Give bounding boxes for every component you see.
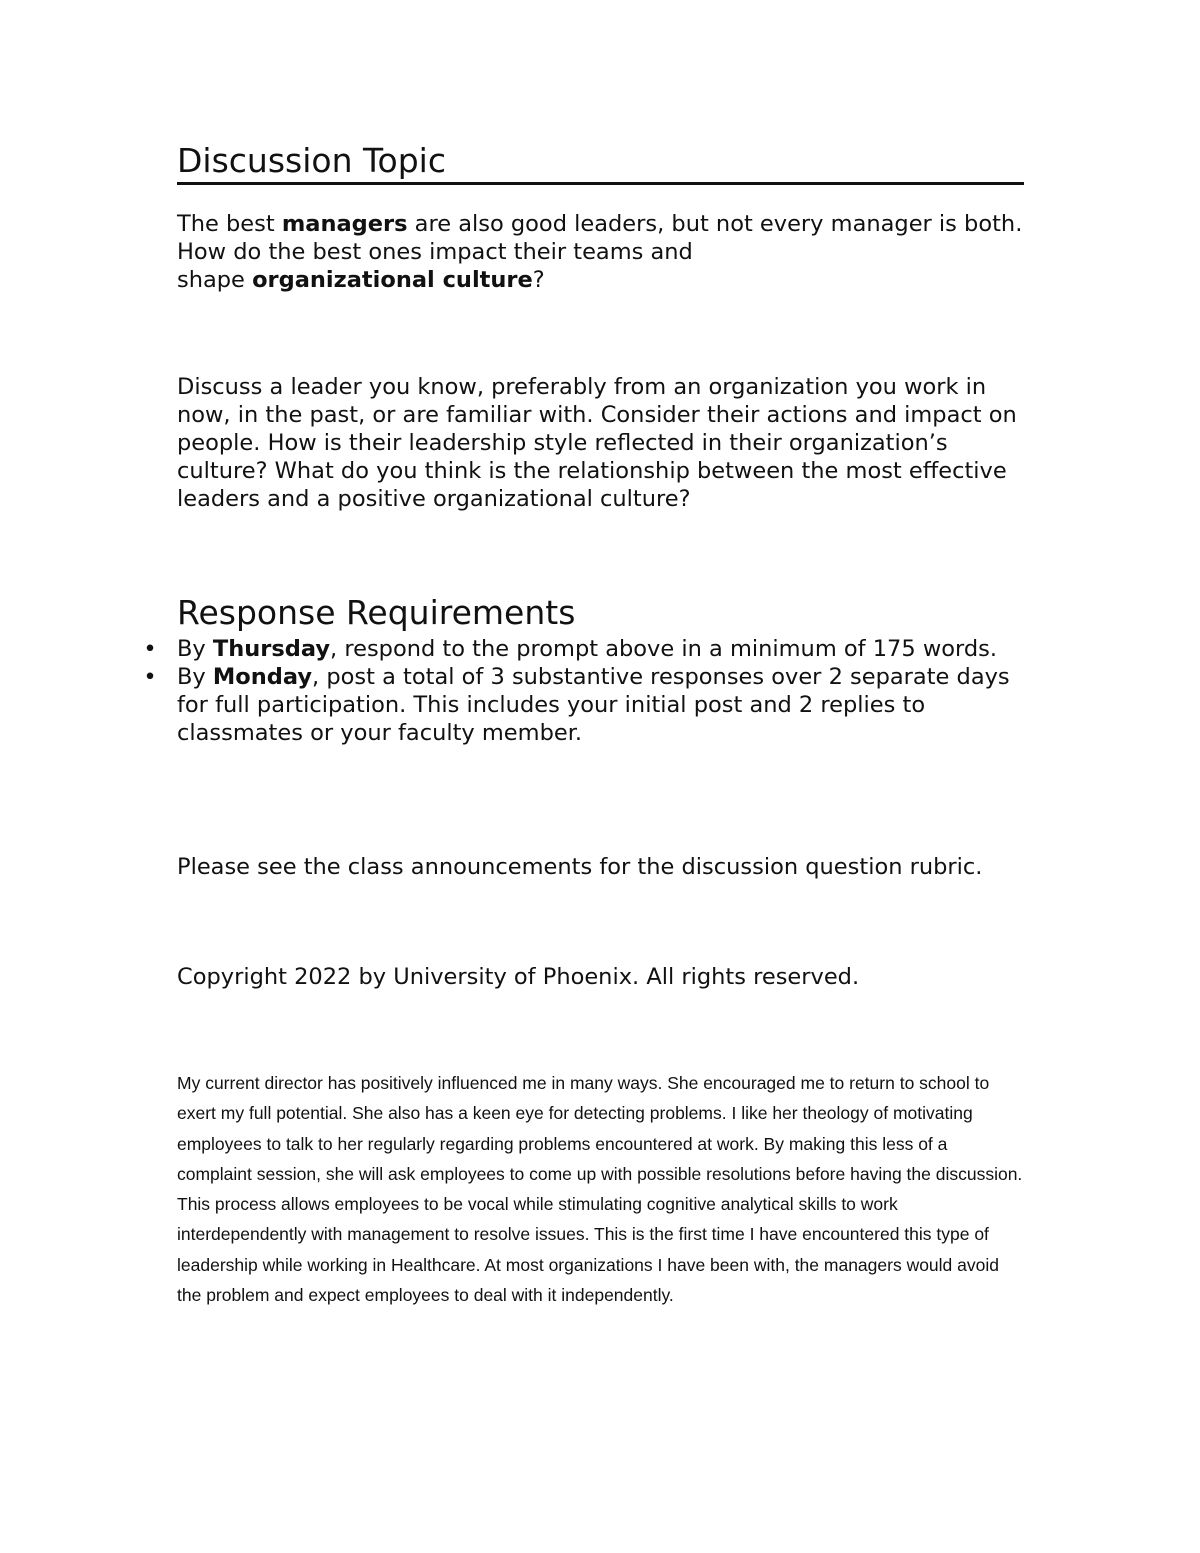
requirement-text: , post a total of 3 substantive responses over 2 separate days for full participation. This includes your initial post and 2 replies to classmates or your faculty member.	[177, 664, 1010, 746]
requirement-item-monday	[140, 663, 1040, 747]
requirements-list	[140, 635, 1040, 747]
prompt-paragraph: Discuss a leader you know, preferably from an organization you work in now, in the past, or are familiar with. Consider their actions and impact on people. How is their leadership style reflected in their organization’s culture? What do you think is the relationship between the most effective leaders and a positive organizational culture?	[177, 374, 1017, 512]
intro-text-3: shape	[177, 267, 253, 293]
requirement-lead: By	[177, 636, 213, 662]
bullet-icon: •	[143, 664, 157, 690]
intro-text-1: The best	[177, 211, 282, 237]
intro-bold-culture: organizational culture	[252, 267, 533, 293]
requirement-day: Monday	[212, 664, 313, 690]
intro-text-4: ?	[532, 267, 545, 293]
student-response-paragraph: My current director has positively influenced me in many ways. She encouraged me to return to school to exert my full potential. She also has a keen eye for detecting problems. I like her theology of motivating employees to talk to her regularly regarding problems encountered at work. By making this less of a complaint session, she will ask employees to come up with possible resolutions before having the discussion. This process allows employees to be vocal while stimulating cognitive analytical skills to work interdependently with management to resolve issues. This is the first time I have encountered this type of leadership while working in Healthcare. At most organizations I have been with, the managers would avoid the problem and expect employees to deal with it independently.	[177, 1073, 1023, 1306]
requirement-day: Thursday	[212, 636, 331, 662]
intro-paragraph	[177, 210, 1037, 294]
requirement-text: , respond to the prompt above in a minimum of 175 words.	[330, 636, 998, 662]
requirement-lead: By	[177, 664, 213, 690]
rubric-note: Please see the class announcements for the discussion question rubric.	[177, 854, 983, 880]
discussion-topic-heading: Discussion Topic	[177, 142, 1024, 185]
intro-text-2: are also good leaders, but not every manager is both. How do the best ones impact their teams and	[177, 211, 1023, 265]
response-requirements-heading: Response Requirements	[177, 593, 576, 632]
bullet-icon: •	[143, 636, 157, 662]
intro-bold-managers: managers	[281, 211, 408, 237]
copyright-notice: Copyright 2022 by University of Phoenix. All rights reserved.	[177, 964, 860, 990]
requirement-item-thursday	[140, 635, 1040, 663]
